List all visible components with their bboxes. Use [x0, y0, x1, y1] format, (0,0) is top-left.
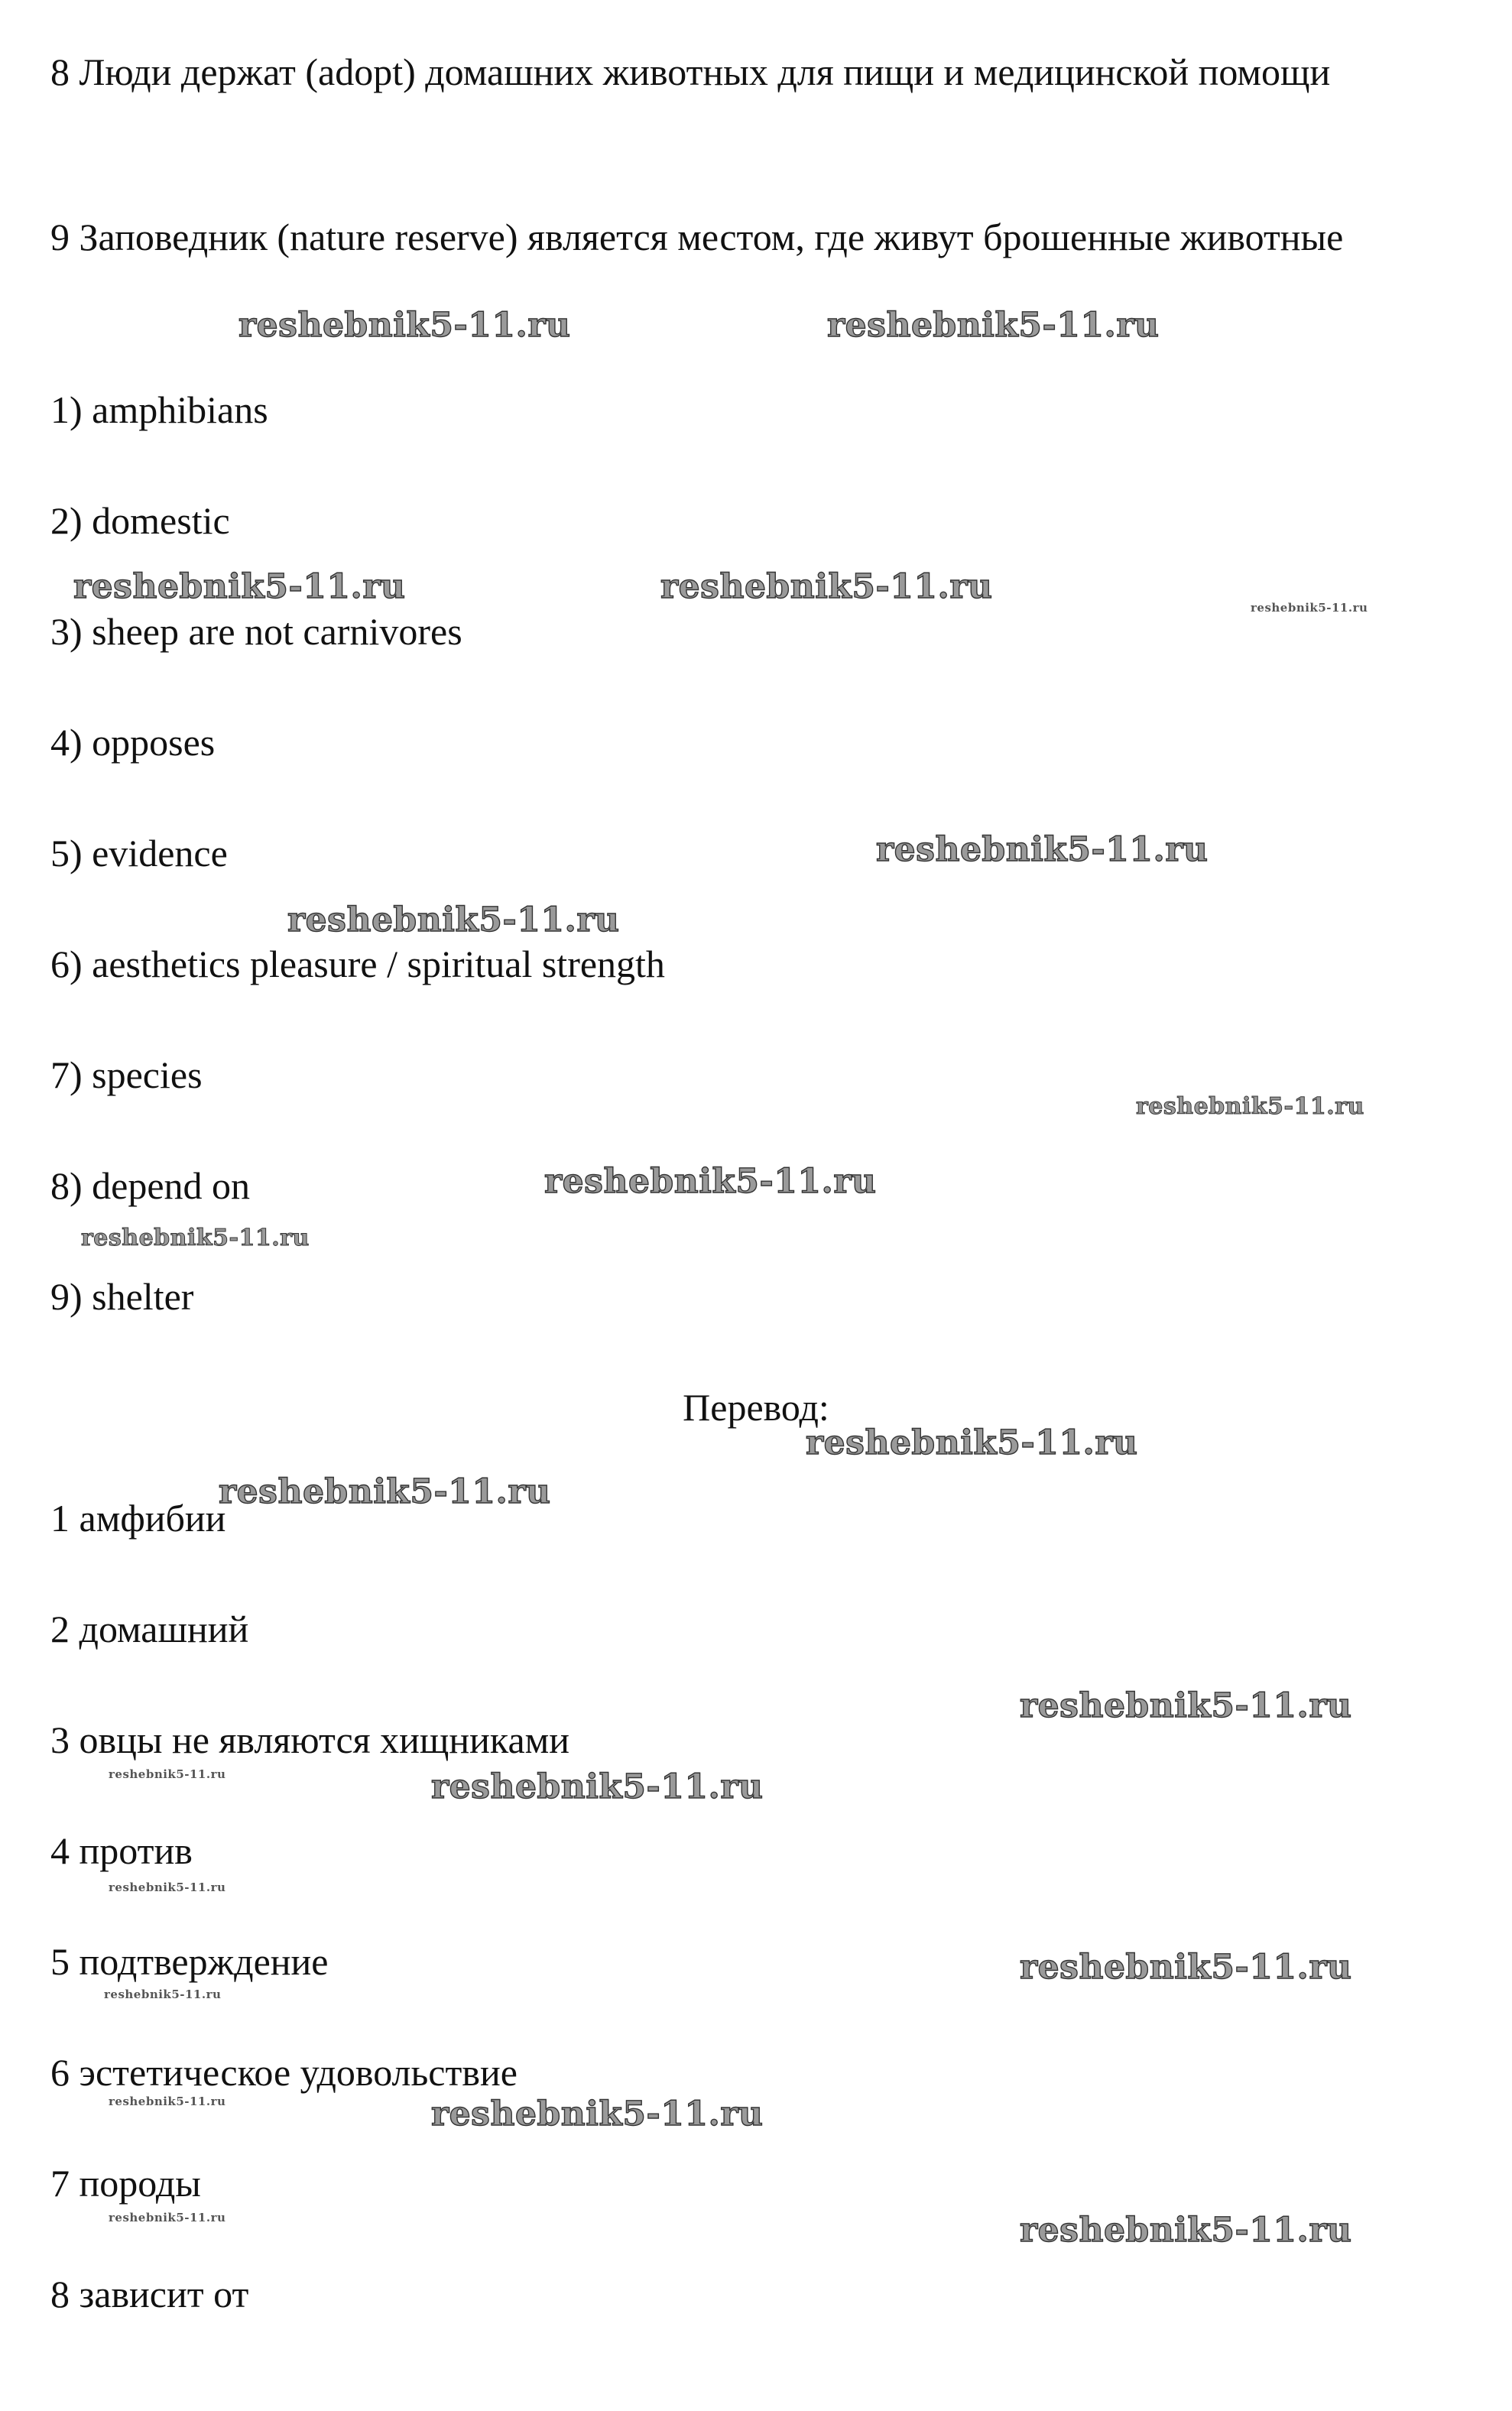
answer-item: 6) aesthetics pleasure / spiritual strength — [50, 943, 665, 985]
answer-item: 7) species — [50, 1053, 203, 1096]
watermark: reshebnik5-11.ru — [1020, 2211, 1352, 2250]
watermark: reshebnik5-11.ru — [238, 306, 571, 345]
translation-item: 8 зависит от — [50, 2273, 249, 2315]
translation-item: 6 эстетическое удовольствие — [50, 2051, 518, 2094]
watermark: reshebnik5-11.ru — [104, 1988, 222, 2001]
answer-item: 8) depend on — [50, 1164, 251, 1207]
answer-item: 3) sheep are not carnivores — [50, 610, 462, 653]
answer-item: 9) shelter — [50, 1275, 194, 1318]
watermark: reshebnik5-11.ru — [109, 2095, 226, 2108]
translation-item: 3 овцы не являются хищниками — [50, 1718, 570, 1761]
translation-heading: Перевод: — [683, 1386, 829, 1429]
watermark: reshebnik5-11.ru — [1251, 601, 1368, 615]
answer-item: 2) domestic — [50, 499, 230, 542]
watermark: reshebnik5-11.ru — [109, 2211, 226, 2224]
answer-item: 1) amphibians — [50, 388, 268, 431]
paragraph-9: 9 Заповедник (nature reserve) является местом, где живут брошенные животные — [50, 216, 1344, 258]
translation-item: 2 домашний — [50, 1608, 249, 1650]
watermark: reshebnik5-11.ru — [827, 306, 1160, 345]
watermark: reshebnik5-11.ru — [876, 830, 1209, 869]
watermark: reshebnik5-11.ru — [1020, 1686, 1352, 1725]
watermark: reshebnik5-11.ru — [81, 1225, 310, 1251]
watermark: reshebnik5-11.ru — [660, 567, 993, 606]
watermark: reshebnik5-11.ru — [73, 567, 406, 606]
watermark: reshebnik5-11.ru — [806, 1423, 1138, 1462]
watermark: reshebnik5-11.ru — [287, 900, 620, 939]
watermark: reshebnik5-11.ru — [1136, 1093, 1364, 1120]
watermark: reshebnik5-11.ru — [431, 2095, 764, 2134]
answer-item: 4) opposes — [50, 721, 216, 764]
answer-item: 5) evidence — [50, 832, 228, 875]
translation-item: 4 против — [50, 1829, 193, 1872]
watermark: reshebnik5-11.ru — [544, 1162, 877, 1201]
watermark: reshebnik5-11.ru — [109, 1767, 226, 1781]
translation-item: 7 породы — [50, 2162, 201, 2205]
watermark: reshebnik5-11.ru — [431, 1767, 764, 1806]
paragraph-8: 8 Люди держат (adopt) домашних животных для пищи и медицинской помощи — [50, 50, 1331, 93]
watermark: reshebnik5-11.ru — [109, 1880, 226, 1894]
watermark: reshebnik5-11.ru — [1020, 1948, 1352, 1987]
translation-item: 5 подтверждение — [50, 1940, 329, 1983]
translation-item: 1 амфибии — [50, 1497, 226, 1540]
watermark: reshebnik5-11.ru — [219, 1472, 551, 1511]
